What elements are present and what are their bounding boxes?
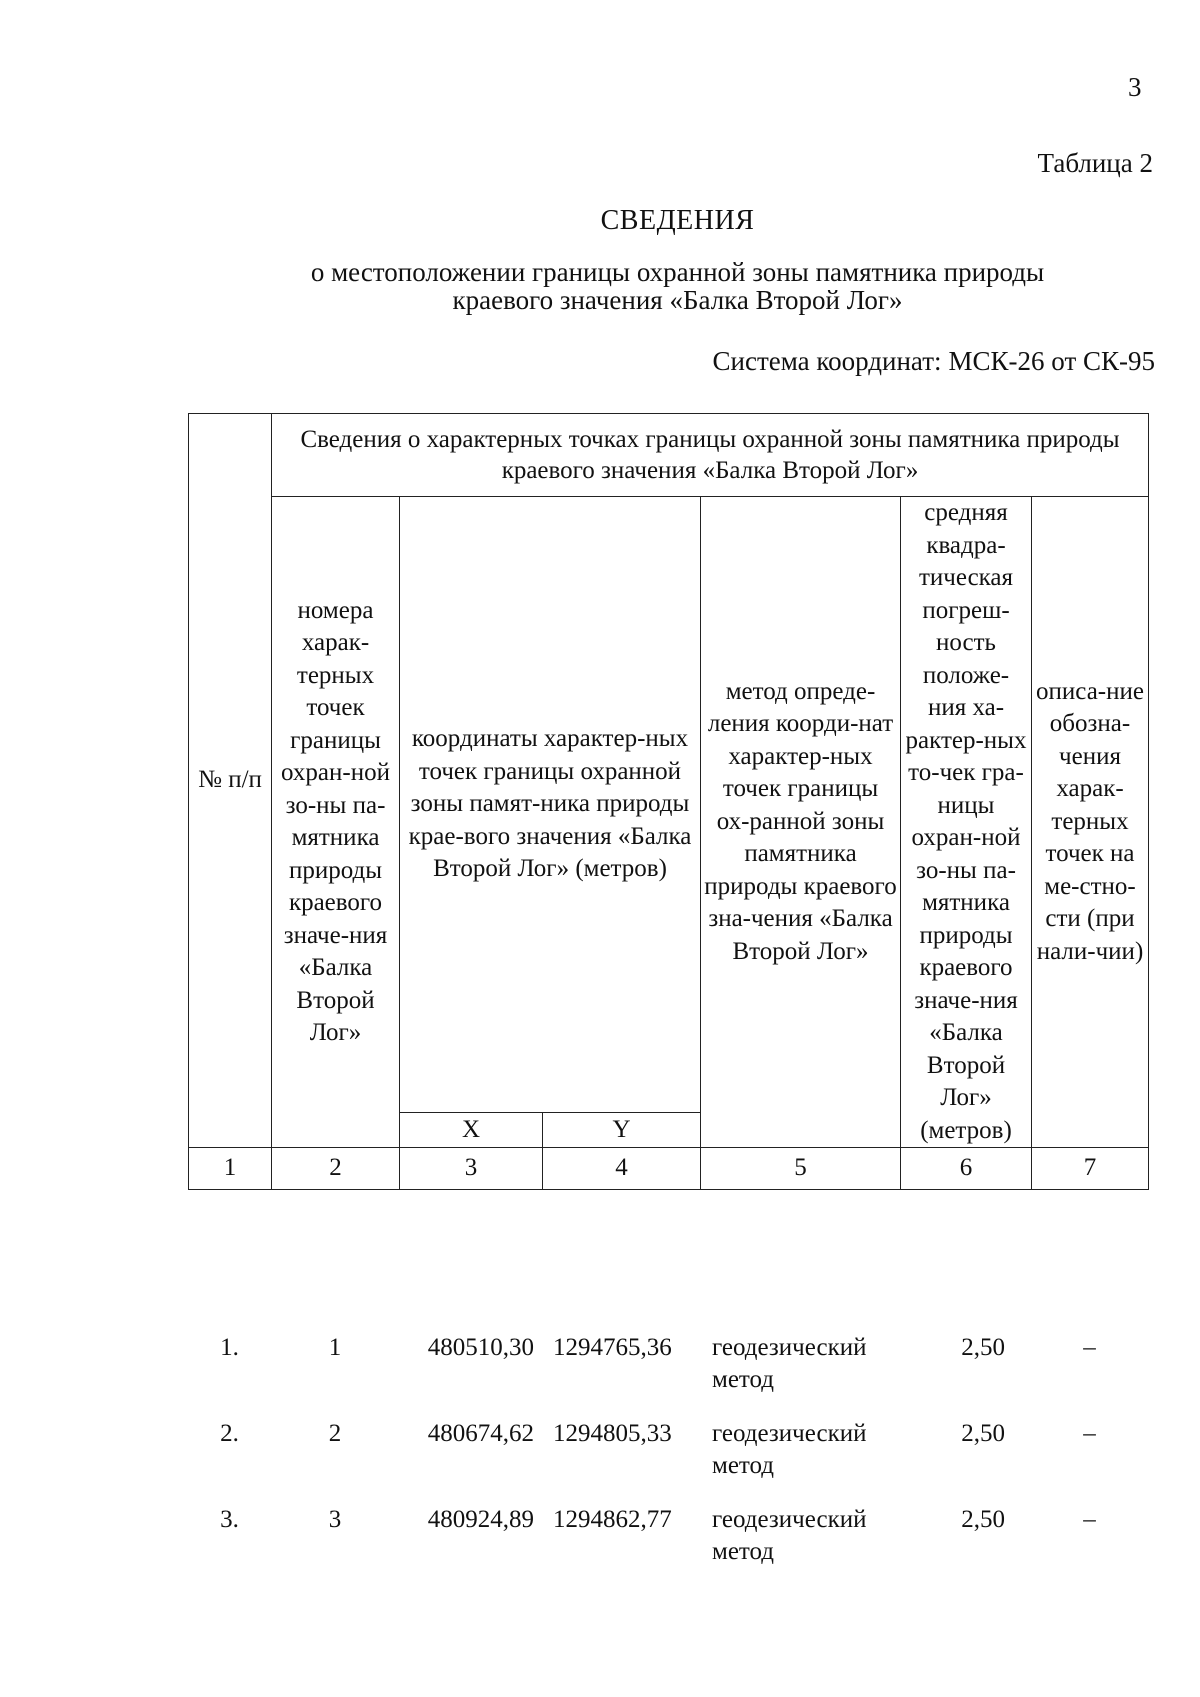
table-row — [188, 1504, 1148, 1590]
row-number: 1. — [220, 1334, 239, 1361]
point-description: – — [1083, 1334, 1096, 1361]
header-point-numbers: номера харак-терных точек границы охран-ной зо-ны па-мятника природы краевого значе-ния «Балка Второй Лог» — [272, 497, 400, 1148]
boundary-points-table-body — [188, 1332, 1148, 1590]
mean-error: 2,50 — [961, 1506, 1005, 1533]
table-label: Таблица 2 — [1037, 148, 1153, 178]
header-mean-error: средняя квадра-тическая погреш-ность положе-ния ха-рактер-ных то-чек гра-ницы охран-ной зо-ны па-мятника природы краевого значе-ния «Балка Второй Лог» (метров) — [901, 497, 1032, 1148]
row-number: 3. — [220, 1506, 239, 1533]
document-subtitle — [0, 258, 1200, 314]
coordinate-system — [713, 346, 1155, 377]
header-group-info: Сведения о характерных точках границы охранной зоны памятника природы краевого значения «Балка Второй Лог» — [272, 414, 1149, 497]
mean-error: 2,50 — [961, 1334, 1005, 1361]
header-x: X — [400, 1113, 543, 1148]
point-description: – — [1083, 1420, 1096, 1447]
column-number-2: 2 — [272, 1148, 400, 1190]
coordinate-x: 480674,62 — [427, 1420, 534, 1447]
column-number-7: 7 — [1032, 1148, 1149, 1190]
determination-method: геодезический метод — [712, 1334, 867, 1393]
header-method: метод опреде-ления коорди-нат характер-ных точек границы ох-ранной зоны памятника природы краевого зна-чения «Балка Второй Лог» — [701, 497, 901, 1148]
header-y: Y — [543, 1113, 701, 1148]
coordinate-y: 1294862,77 — [553, 1506, 672, 1533]
header-row-number: № п/п — [189, 414, 272, 1148]
document-title: СВЕДЕНИЯ — [600, 205, 755, 236]
table-row — [188, 1418, 1148, 1504]
subtitle-line-1: о местоположении границы охранной зоны памятника природы — [310, 257, 1045, 287]
column-number-1: 1 — [189, 1148, 272, 1190]
page-number: 3 — [1128, 72, 1142, 102]
column-number-3: 3 — [400, 1148, 543, 1190]
point-number: 1 — [328, 1334, 342, 1361]
coordinate-y: 1294805,33 — [553, 1420, 672, 1447]
column-number-4: 4 — [543, 1148, 701, 1190]
point-number: 2 — [328, 1420, 342, 1447]
header-coordinates: координаты характер-ных точек границы охранной зоны памят-ника природы крае-вого значения «Балка Второй Лог» (метров) — [400, 497, 701, 1113]
header-description: описа-ние обозна-чения харак-терных точек на ме-стно-сти (при нали-чии) — [1032, 497, 1149, 1148]
column-number-5: 5 — [701, 1148, 901, 1190]
point-description: – — [1083, 1506, 1096, 1533]
determination-method: геодезический метод — [712, 1506, 867, 1565]
subtitle-line-2: краевого значения «Балка Второй Лог» — [452, 285, 903, 315]
table-row — [188, 1332, 1148, 1418]
column-number-6: 6 — [901, 1148, 1032, 1190]
determination-method: геодезический метод — [712, 1420, 867, 1479]
coordinate-y: 1294765,36 — [553, 1334, 672, 1361]
mean-error: 2,50 — [961, 1420, 1005, 1447]
coordinate-system-label: Система координат: — [712, 346, 942, 376]
coordinate-system-value: МСК-26 от СК-95 — [948, 346, 1155, 376]
row-number: 2. — [220, 1420, 239, 1447]
point-number: 3 — [328, 1506, 342, 1533]
coordinate-x: 480924,89 — [427, 1506, 534, 1533]
coordinate-x: 480510,30 — [427, 1334, 534, 1361]
boundary-points-table-header — [188, 413, 1149, 1190]
